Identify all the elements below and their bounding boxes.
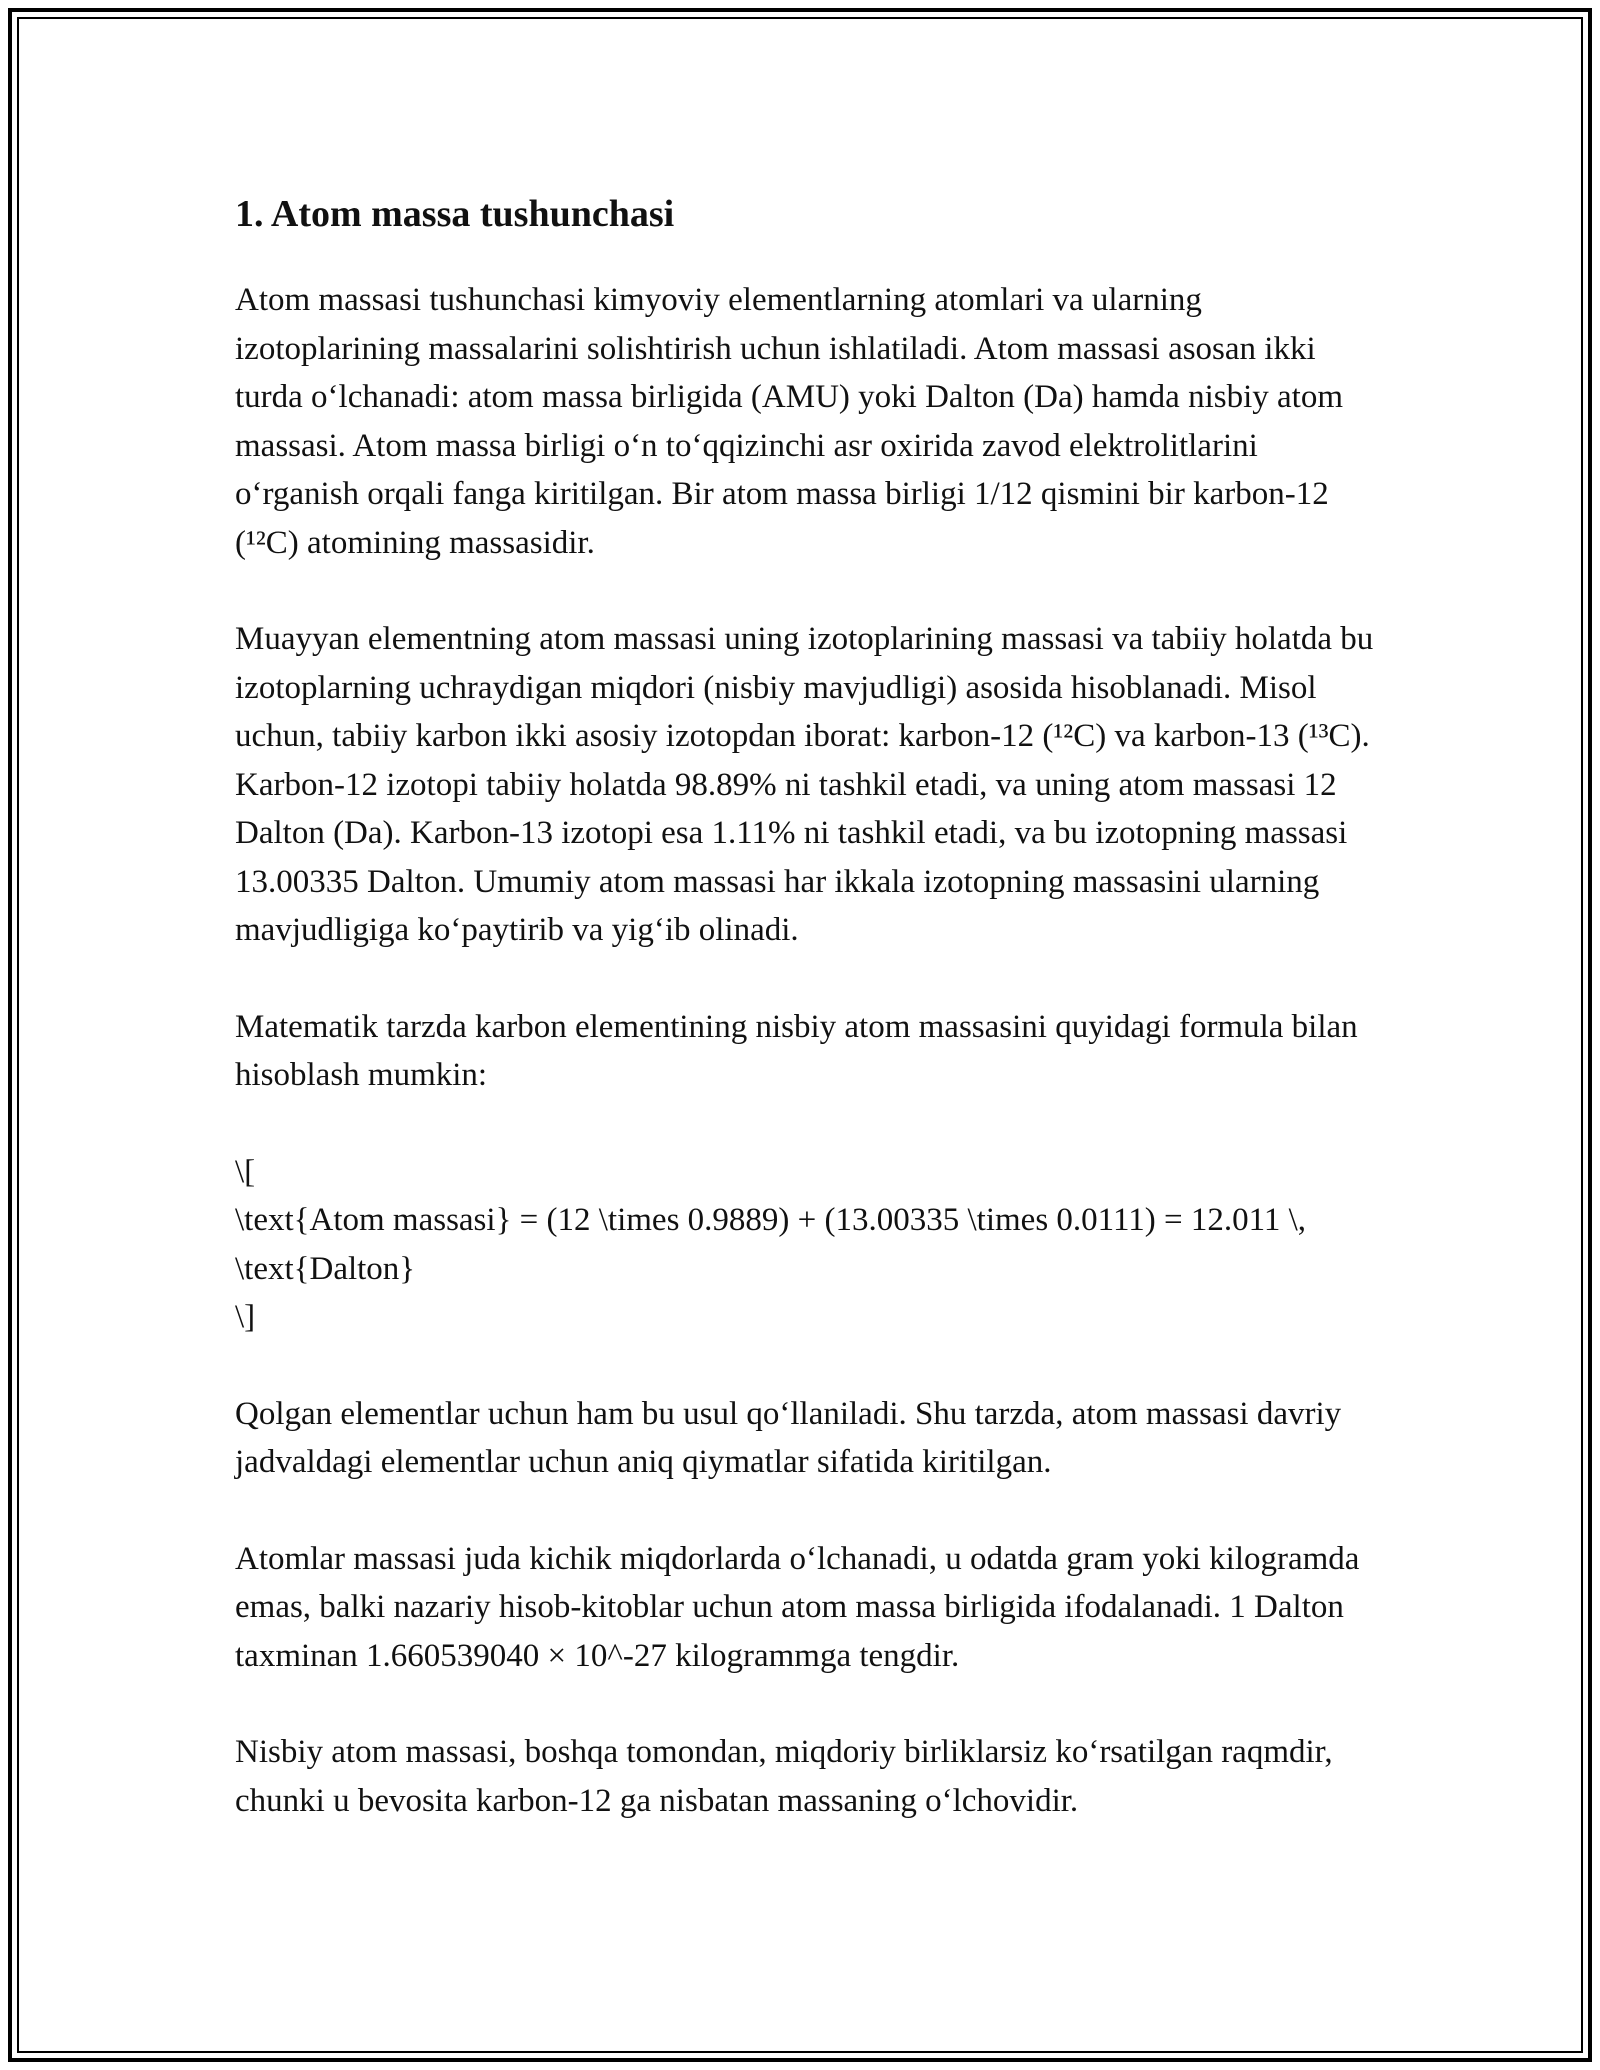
formula-open-delimiter: \[ [235, 1153, 256, 1190]
section-title: 1. Atom massa tushunchasi [235, 193, 675, 235]
document-body [235, 186, 1375, 1873]
paragraph-atom-mass-definition: Atom massasi tushunchasi kimyoviy elementlarning atomlari va ularning izotoplarining massalarini solishtirish uchun ishlatiladi. Atom massasi asosan ikki turda o‘lchanadi: atom massa birligida (AMU) yoki Dalton (Da) hamda nisbiy atom massasi. Atom massa birligi o‘n to‘qqizinchi asr oxirida zavod elektrolitlarini o‘rganish orqali fanga kiritilgan. Bir atom massa birligi 1/12 qismini bir karbon-12 (¹²C) atomining massasidir. [235, 282, 1343, 561]
paragraph-isotope-calculation: Muayyan elementning atom massasi uning izotoplarining massasi va tabiiy holatda bu izotoplarning uchraydigan miqdori (nisbiy mavjudligi) asosida hisoblanadi. Misol uchun, tabiiy karbon ikki asosiy izotopdan iborat: karbon-12 (¹²C) va karbon-13 (¹³C). Karbon-12 izotopi tabiiy holatda 98.89% ni tashkil etadi, va uning atom massasi 12 Dalton (Da). Karbon-13 izotopi esa 1.11% ni tashkil etadi, va bu izotopning massasi 13.00335 Dalton. Umumiy atom massasi har ikkala izotopning massasini ularning mavjudligiga ko‘paytirib va yig‘ib olinadi. [235, 621, 1374, 948]
formula-close-delimiter: \] [235, 1299, 256, 1335]
formula-block [235, 1148, 1375, 1342]
paragraph-dalton-kilogram: Atomlar massasi juda kichik miqdorlarda o‘lchanadi, u odatda gram yoki kilogramda emas, balki nazariy hisob-kitoblar uchun atom massa birligida ifodalanadi. 1 Dalton taxminan 1.660539040 × 10^-27 kilogrammga tengdir. [235, 1540, 1360, 1674]
formula-body: \text{Atom massasi} = (12 \times 0.9889) + (13.00335 \times 0.0111) = 12.011 \, \text{Dalton} [235, 1202, 1307, 1287]
paragraph-other-elements: Qolgan elementlar uchun ham bu usul qo‘llaniladi. Shu tarzda, atom massasi davriy jadvaldagi elementlar uchun aniq qiymatlar sifatida kiritilgan. [235, 1395, 1342, 1480]
paragraph-relative-mass: Nisbiy atom massasi, boshqa tomondan, miqdoriy birliklarsiz ko‘rsatilgan raqmdir, chunki u bevosita karbon-12 ga nisbatan massaning o‘lchovidir. [235, 1734, 1333, 1819]
paragraph-formula-intro: Matematik tarzda karbon elementining nisbiy atom massasini quyidagi formula bilan hisoblash mumkin: [235, 1008, 1358, 1093]
